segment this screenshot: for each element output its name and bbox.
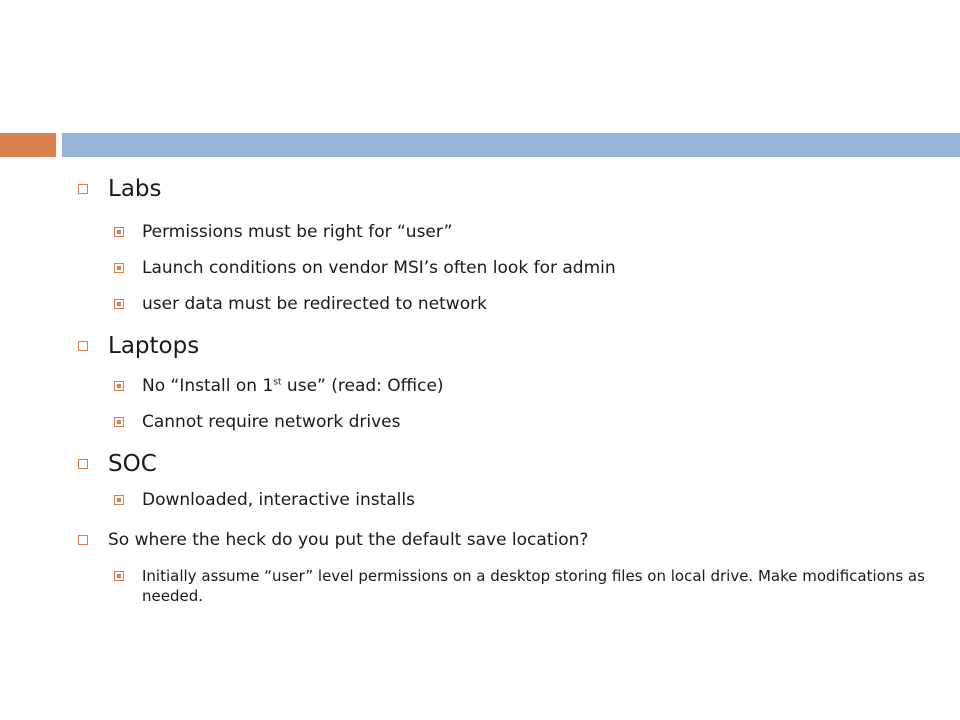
square-bullet-icon [78, 184, 88, 194]
sub-bullet-text: Downloaded, interactive installs [142, 490, 415, 510]
sub-bullet-install-on-first-use [114, 374, 444, 398]
filled-square-bullet-icon [114, 571, 124, 581]
text-before: No “Install on 1 [142, 376, 274, 396]
sub-bullet-network-drives [114, 410, 400, 434]
sub-bullet-text: Cannot require network drives [142, 412, 401, 432]
filled-square-bullet-icon [114, 227, 124, 237]
bullet-text: So where the heck do you put the default save location? [108, 530, 589, 550]
bullet-text: Labs [108, 176, 162, 202]
superscript: st [273, 377, 282, 388]
filled-square-bullet-icon [114, 263, 124, 273]
filled-square-bullet-icon [114, 381, 124, 391]
text-after: use” (read: Office) [281, 376, 444, 396]
bullet-text: Laptops [108, 333, 200, 359]
bullet-text: SOC [108, 451, 157, 477]
bullet-laptops [78, 332, 199, 360]
bullet-labs [78, 175, 162, 203]
sub-bullet-text [142, 374, 444, 398]
sub-bullet-initially-assume [114, 566, 932, 606]
sub-bullet-text: Permissions must be right for “user” [142, 222, 453, 242]
bullet-save-location [78, 528, 588, 552]
sub-bullet-text: Launch conditions on vendor MSI’s often look for admin [142, 258, 616, 278]
square-bullet-icon [78, 535, 88, 545]
filled-square-bullet-icon [114, 299, 124, 309]
sub-bullet-user-data [114, 292, 487, 316]
sub-bullet-downloaded [114, 488, 415, 512]
filled-square-bullet-icon [114, 495, 124, 505]
sub-bullet-text: Initially assume “user” level permissions on a desktop storing files on local drive. Make modifications as needed. [142, 567, 925, 605]
sub-bullet-text: user data must be redirected to network [142, 294, 487, 314]
sub-bullet-launch-conditions [114, 256, 616, 280]
square-bullet-icon [78, 341, 88, 351]
sub-bullet-permissions [114, 220, 452, 244]
filled-square-bullet-icon [114, 417, 124, 427]
square-bullet-icon [78, 459, 88, 469]
bullet-soc [78, 450, 157, 478]
